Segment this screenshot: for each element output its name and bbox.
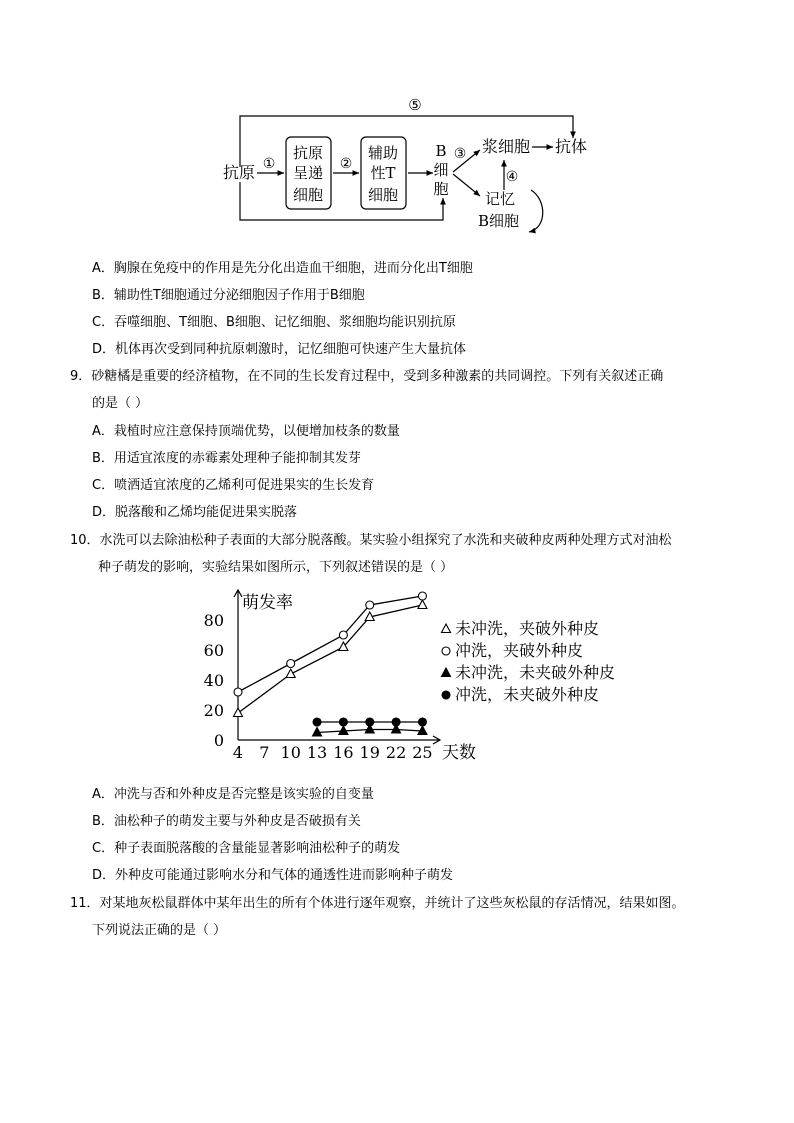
data-point bbox=[418, 592, 426, 600]
data-point bbox=[366, 718, 374, 726]
q10-option-c: C．种子表面脱落酸的含量能显著影响油松种子的萌发 bbox=[92, 841, 401, 856]
step-5-label: ⑤ bbox=[408, 96, 422, 114]
data-point bbox=[442, 691, 450, 699]
q8-option-b: B．辅助性T细胞通过分泌细胞因子作用于B细胞 bbox=[92, 288, 365, 303]
q9-option-b: B．用适宜浓度的赤霉素处理种子能抑制其发芽 bbox=[92, 451, 361, 466]
memory-b-label-2: B细胞 bbox=[478, 212, 520, 230]
q9-stem-line2: 的是（ ） bbox=[92, 396, 149, 411]
step-3-label: ③ bbox=[453, 146, 467, 162]
data-point bbox=[418, 718, 426, 726]
data-point bbox=[442, 668, 451, 677]
q10-stem-line1: 10．水洗可以去除油松种子表面的大部分脱落酸。某实验小组探究了水洗和夹破种皮两种处理方式对油松 bbox=[70, 533, 672, 548]
immune-diagram bbox=[215, 92, 605, 242]
x-tick-label: 7 bbox=[259, 743, 270, 762]
chart-legend bbox=[442, 619, 616, 704]
data-point bbox=[392, 718, 400, 726]
x-tick-label: 4 bbox=[232, 743, 244, 762]
x-tick-label: 13 bbox=[306, 743, 328, 762]
data-point bbox=[313, 718, 321, 726]
helper-t-label-1: 辅助 bbox=[367, 144, 399, 162]
x-tick-label: 22 bbox=[385, 743, 407, 762]
q9-option-a: A．栽植时应注意保持顶端优势，以便增加枝条的数量 bbox=[92, 424, 400, 439]
q11-stem-line2: 下列说法正确的是（ ） bbox=[92, 923, 227, 938]
x-tick-label: 10 bbox=[280, 743, 301, 762]
q8-option-c: C．吞噬细胞、T细胞、B细胞、记忆细胞、浆细胞均能识别抗原 bbox=[92, 315, 456, 330]
apc-label-1: 抗原 bbox=[292, 144, 324, 162]
b-cell-label-2: 细 bbox=[433, 161, 449, 179]
x-tick-label: 19 bbox=[359, 743, 380, 762]
antigen-label: 抗原 bbox=[223, 163, 256, 182]
q8-option-a: A．胸腺在免疫中的作用是先分化出造血干细胞，进而分化出T细胞 bbox=[92, 261, 473, 276]
y-tick-label: 40 bbox=[203, 671, 224, 690]
q11-stem-line1: 11．对某地灰松鼠群体中某年出生的所有个体进行逐年观察，并统计了这些灰松鼠的存活情况，结果如图。 bbox=[70, 896, 685, 911]
q9-option-c: C．喷洒适宜浓度的乙烯利可促进果实的生长发育 bbox=[92, 478, 375, 493]
q10-option-a: A．冲洗与否和外种皮是否完整是该实验的自变量 bbox=[92, 787, 374, 802]
legend-entry: 未冲洗，夹破外种皮 bbox=[455, 619, 600, 638]
series-1 bbox=[234, 600, 427, 717]
memory-b-label-1: 记忆 bbox=[485, 190, 516, 208]
data-point bbox=[287, 660, 295, 668]
plasma-cell-label: 浆细胞 bbox=[482, 137, 531, 156]
legend-entry: 冲洗，未夹破外种皮 bbox=[455, 685, 600, 704]
step-1-label: ① bbox=[262, 156, 276, 172]
q10-option-d: D．外种皮可能通过影响水分和气体的通透性进而影响种子萌发 bbox=[92, 868, 454, 883]
data-point bbox=[286, 669, 295, 678]
b-cell-label-1: B bbox=[435, 142, 447, 160]
legend-entry: 未冲洗，未夹破外种皮 bbox=[455, 663, 616, 682]
step-4-label: ④ bbox=[505, 169, 519, 185]
q8-option-d: D．机体再次受到同种抗原刺激时，记忆细胞可快速产生大量抗体 bbox=[92, 342, 467, 357]
y-tick-label: 60 bbox=[203, 641, 224, 660]
x-tick-label: 16 bbox=[333, 743, 354, 762]
series-line bbox=[238, 605, 422, 713]
chart-axes bbox=[204, 590, 476, 763]
data-point bbox=[442, 647, 450, 655]
helper-t-label-3: 细胞 bbox=[367, 186, 399, 204]
data-point bbox=[418, 600, 427, 609]
q9-stem-line1: 9．砂糖橘是重要的经济植物，在不同的生长发育过程中，受到多种激素的共同调控。下列有关叙述正确 bbox=[70, 369, 664, 384]
apc-label-3: 细胞 bbox=[292, 186, 324, 204]
legend-entry: 冲洗，夹破外种皮 bbox=[455, 641, 584, 660]
data-point bbox=[366, 601, 374, 609]
step-2-label: ② bbox=[339, 156, 353, 172]
data-point bbox=[339, 631, 347, 639]
data-point bbox=[339, 718, 347, 726]
q10-stem-line2: 种子萌发的影响，实验结果如图所示，下列叙述错误的是（ ） bbox=[98, 560, 454, 575]
chart-series bbox=[234, 592, 427, 736]
data-point bbox=[442, 624, 451, 633]
data-point bbox=[234, 708, 243, 717]
x-tick-label: 25 bbox=[412, 743, 433, 762]
helper-t-label-2: 性T bbox=[370, 164, 396, 182]
series-4 bbox=[313, 718, 426, 726]
germination-chart bbox=[200, 585, 640, 765]
y-axis-label: 萌发率 bbox=[242, 593, 293, 613]
data-point bbox=[234, 688, 242, 696]
x-axis-label: 天数 bbox=[442, 743, 476, 763]
apc-label-2: 呈递 bbox=[292, 164, 324, 182]
q9-option-d: D．脱落酸和乙烯均能促进果实脱落 bbox=[92, 505, 298, 520]
y-tick-label: 20 bbox=[203, 701, 224, 720]
b-cell-label-3: 胞 bbox=[433, 180, 449, 198]
antibody-label: 抗体 bbox=[555, 137, 588, 156]
y-tick-label: 80 bbox=[203, 611, 224, 630]
q10-option-b: B．油松种子的萌发主要与外种皮是否破损有关 bbox=[92, 814, 361, 829]
y-tick-label: 0 bbox=[213, 731, 224, 750]
